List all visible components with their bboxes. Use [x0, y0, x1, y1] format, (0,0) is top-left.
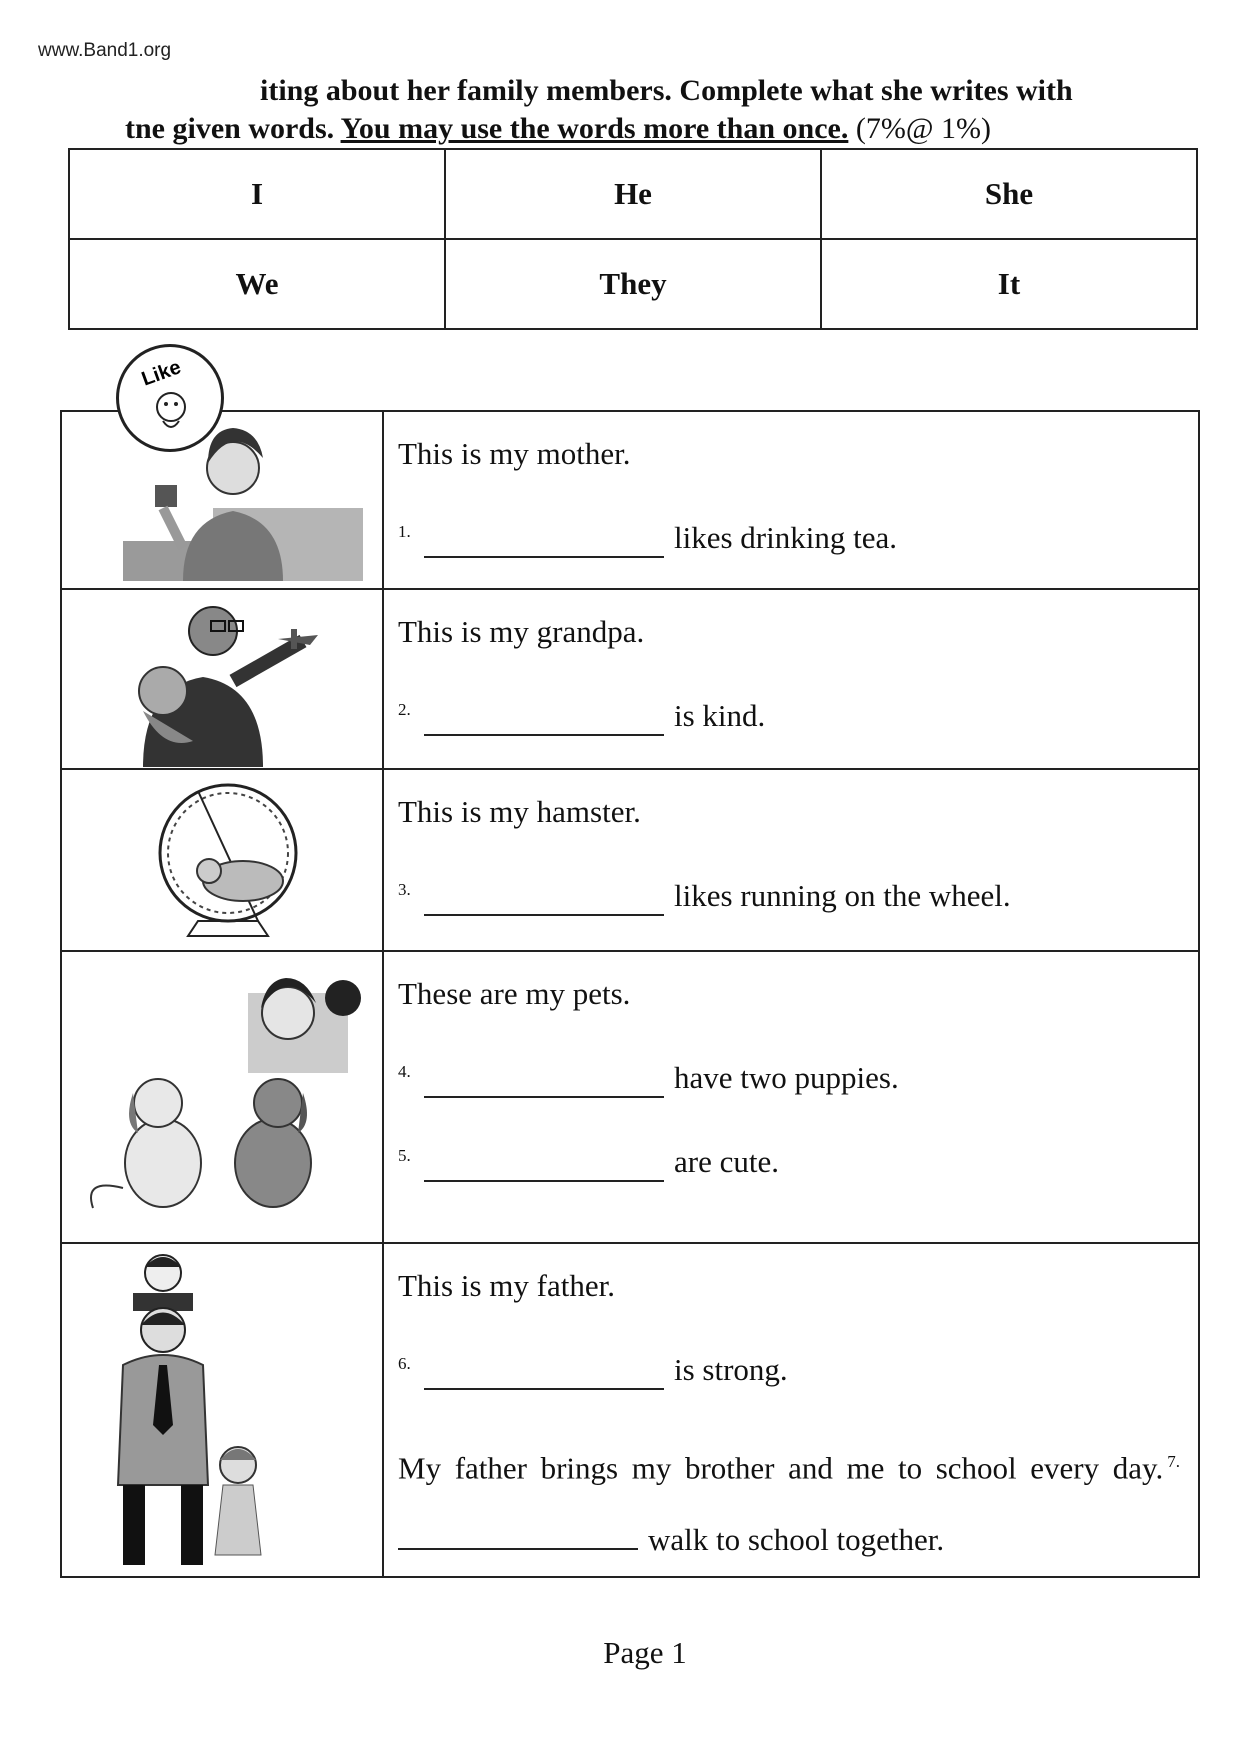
row-intro: This is my grandpa.: [398, 614, 645, 649]
instructions-line-2: [125, 110, 1205, 148]
question-cell: [383, 1243, 1199, 1577]
answer-blank[interactable]: [424, 702, 664, 736]
instructions-line-2-start: tne given words.: [125, 112, 341, 145]
word-bank-cell: I: [69, 149, 445, 239]
instructions: [125, 72, 1205, 148]
grandpa-with-child-and-toy-plane-icon: [61, 589, 383, 769]
paragraph-start: My father brings my brother and me to school every day.: [398, 1450, 1164, 1486]
question-number: 5.: [398, 1146, 411, 1165]
question-number: 2.: [398, 700, 411, 719]
question-line: [398, 876, 1186, 916]
instructions-line-1: iting about her family members. Complete what she writes with: [260, 74, 1073, 107]
site-watermark: www.Band1.org: [38, 40, 172, 61]
row-intro: This is my father.: [398, 1268, 615, 1303]
hamster-in-wheel-icon: [61, 769, 383, 951]
question-line: [398, 1058, 1186, 1098]
like-stamp-icon: [116, 344, 224, 452]
answer-blank[interactable]: [424, 1064, 664, 1098]
question-row: [61, 951, 1199, 1243]
question-number: 7.: [1167, 1452, 1180, 1471]
question-text: are cute.: [674, 1144, 779, 1179]
question-paragraph: [398, 1426, 1186, 1576]
question-cell: [383, 769, 1199, 951]
question-line: [398, 696, 1186, 736]
question-cell: [383, 411, 1199, 589]
word-bank-cell: He: [445, 149, 821, 239]
question-text: have two puppies.: [674, 1060, 899, 1095]
paragraph-end: walk to school together.: [648, 1522, 945, 1558]
answer-blank[interactable]: [424, 882, 664, 916]
word-bank: [68, 148, 1198, 330]
stamp-text: Like: [138, 356, 184, 391]
question-number: 1.: [398, 522, 411, 541]
page-number: Page 1: [603, 1635, 687, 1670]
row-intro: These are my pets.: [398, 976, 631, 1011]
row-intro: This is my mother.: [398, 436, 631, 471]
instructions-underlined: You may use the words more than once.: [340, 112, 849, 145]
word-bank-cell: It: [821, 239, 1197, 329]
question-row: [61, 411, 1199, 589]
question-text: likes running on the wheel.: [674, 878, 1011, 913]
question-row: [61, 769, 1199, 951]
question-line: [398, 518, 1186, 558]
mother-drinking-tea-icon: [61, 411, 383, 589]
row-intro: This is my hamster.: [398, 794, 641, 829]
word-bank-cell: They: [445, 239, 821, 329]
question-table: [60, 410, 1200, 1578]
instructions-marks: (7%@ 1%): [848, 112, 991, 145]
question-line: [398, 1350, 1186, 1390]
question-number: 6.: [398, 1354, 411, 1373]
question-line: [398, 1142, 1186, 1182]
question-number: 4.: [398, 1062, 411, 1081]
question-row: [61, 589, 1199, 769]
question-text: likes drinking tea.: [674, 520, 897, 555]
answer-blank[interactable]: [424, 1356, 664, 1390]
answer-blank[interactable]: [424, 1148, 664, 1182]
question-cell: [383, 951, 1199, 1243]
question-row: [61, 1243, 1199, 1577]
girl-with-two-puppies-icon: [61, 951, 383, 1243]
question-cell: [383, 589, 1199, 769]
word-bank-cell: She: [821, 149, 1197, 239]
answer-blank[interactable]: [398, 1516, 638, 1550]
answer-blank[interactable]: [424, 524, 664, 558]
father-with-children-icon: [61, 1243, 383, 1577]
question-text: is strong.: [674, 1352, 788, 1387]
question-number: 3.: [398, 880, 411, 899]
word-bank-cell: We: [69, 239, 445, 329]
question-text: is kind.: [674, 698, 766, 733]
